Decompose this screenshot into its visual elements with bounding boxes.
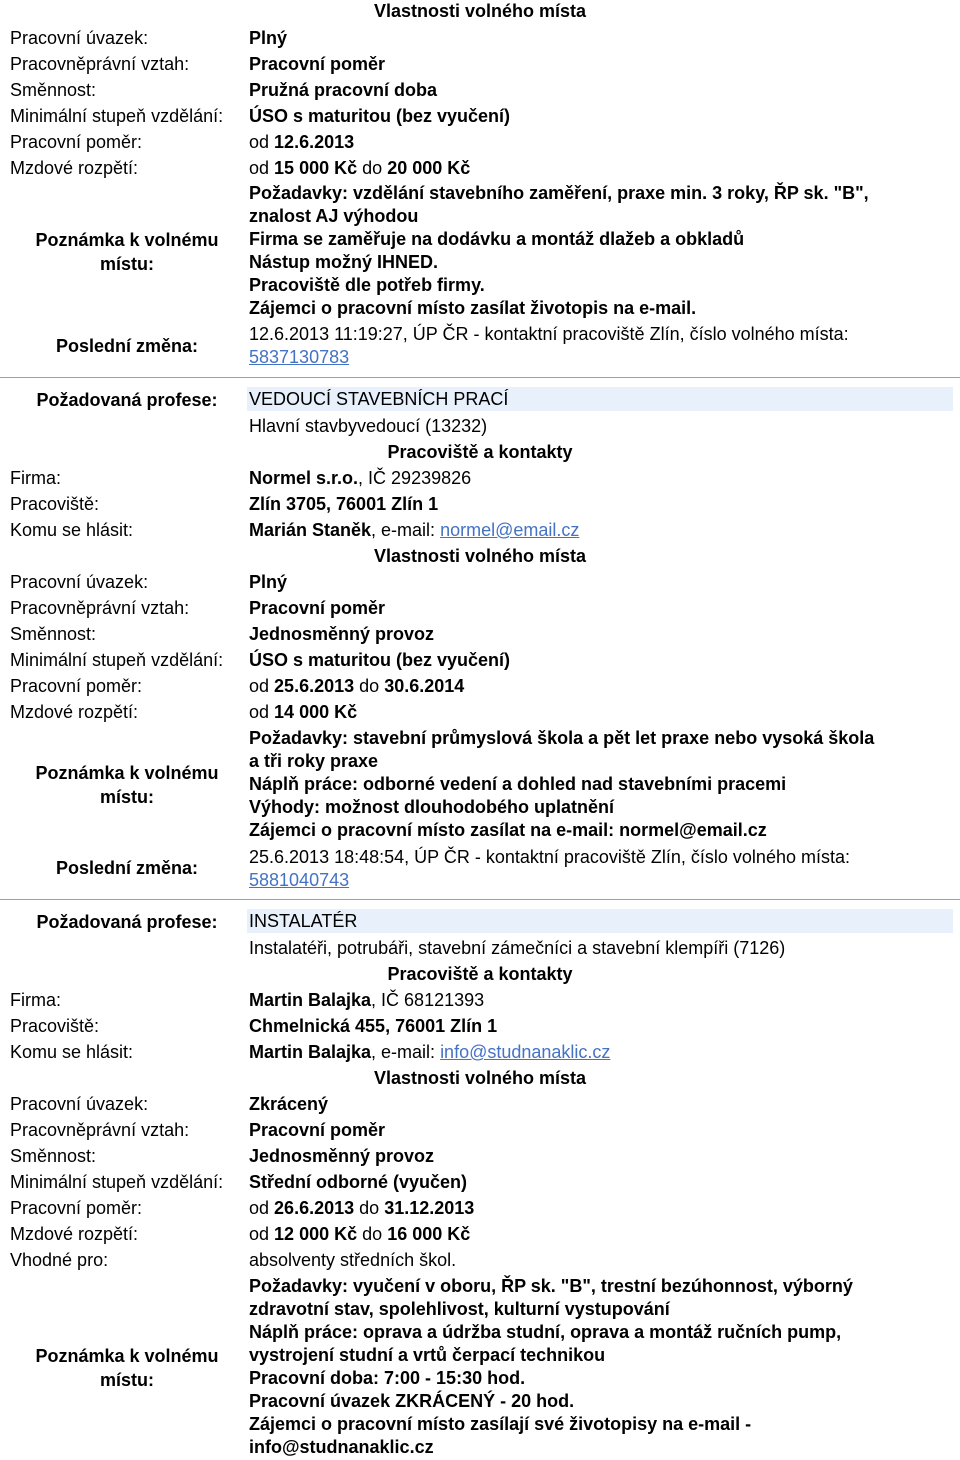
label-firma: Firma: — [10, 468, 61, 488]
label-vhodne: Vhodné pro: — [10, 1250, 109, 1270]
zmena-text: 25.6.2013 18:48:54, ÚP ČR - kontaktní pracoviště Zlín, číslo volného místa: — [249, 847, 850, 867]
mzda-od: od — [249, 158, 270, 178]
note-line: Firma se zaměřuje na dodávku a montáž dlažeb a obkladů — [249, 229, 745, 249]
note-line: znalost AJ výhodou — [249, 206, 419, 226]
komu-email-label: , e-mail: — [371, 1042, 441, 1062]
note-line: Pracoviště dle potřeb firmy. — [249, 275, 485, 295]
note-line: a tři roky praxe — [249, 751, 379, 771]
section-heading-kontakty: Pracoviště a kontakty — [387, 964, 573, 984]
label-uvazek: Pracovní úvazek: — [10, 572, 149, 592]
label-vztah: Pracovněprávní vztah: — [10, 598, 190, 618]
value-smennost: Jednosměnný provoz — [249, 1146, 435, 1166]
cislo-link[interactable]: 5837130783 — [249, 347, 350, 367]
value-komu — [249, 519, 579, 541]
label-pracoviste: Pracoviště: — [10, 494, 100, 514]
mzda-do: do — [362, 1224, 383, 1244]
mzda-max: 16 000 Kč — [387, 1224, 471, 1244]
pomer-end: 31.12.2013 — [384, 1198, 475, 1218]
label-zmena: Poslední změna: — [55, 336, 199, 356]
komu-email-label: , e-mail: — [371, 520, 441, 540]
label-komu: Komu se hlásit: — [10, 1042, 134, 1062]
note-last: Zájemci o pracovní místo zasílat na e-mail: — [249, 820, 620, 840]
section-heading-vlastnosti: Vlastnosti volného místa — [373, 546, 587, 566]
note-line: Náplň práce: oprava a údržba studní, oprava a montáž ručních pump, — [249, 1322, 842, 1342]
firma-name: Martin Balajka — [249, 990, 372, 1010]
value-vztah: Pracovní poměr — [249, 54, 386, 74]
label-mzda: Mzdové rozpětí: — [10, 702, 139, 722]
profese-title: INSTALATÉR — [249, 911, 358, 931]
value-pomer — [249, 675, 464, 697]
value-komu — [249, 1041, 610, 1063]
note-line: Požadavky: vyučení v oboru, ŘP sk. "B", trestní bezúhonnost, výborný — [249, 1276, 853, 1296]
label-firma: Firma: — [10, 990, 61, 1010]
note-line: Zájemci o pracovní místo zasílají své životopisy na e-mail - — [249, 1414, 752, 1434]
value-vhodne: absolventy středních škol. — [249, 1250, 457, 1270]
komu-email-link[interactable]: info@studnanaklic.cz — [440, 1042, 611, 1062]
value-firma — [249, 989, 484, 1011]
value-firma — [249, 467, 471, 489]
value-pomer — [249, 131, 354, 153]
note-line: Výhody: možnost dlouhodobého uplatnění — [249, 797, 614, 817]
label-vztah: Pracovněprávní vztah: — [10, 1120, 190, 1140]
value-uvazek: Plný — [249, 572, 288, 592]
zmena-text: 12.6.2013 11:19:27, ÚP ČR - kontaktní pracoviště Zlín, číslo volného místa: — [249, 324, 849, 344]
mzda-min: 15 000 Kč — [274, 158, 358, 178]
pomer-od: od — [249, 132, 270, 152]
label-pracoviste: Pracoviště: — [10, 1016, 100, 1036]
label-profese: Požadovaná profese: — [36, 912, 218, 932]
label-poznamka — [18, 228, 236, 276]
value-mzda — [249, 157, 470, 179]
label-smennost: Směnnost: — [10, 624, 97, 644]
listing-separator — [0, 899, 960, 900]
section-heading-vlastnosti: Vlastnosti volného místa — [373, 1068, 587, 1088]
label-mzda: Mzdové rozpětí: — [10, 1224, 139, 1244]
value-vztah: Pracovní poměr — [249, 598, 386, 618]
label-uvazek: Pracovní úvazek: — [10, 1094, 149, 1114]
value-pracoviste: Zlín 3705, 76001 Zlín 1 — [249, 494, 439, 514]
section-heading-kontakty: Pracoviště a kontakty — [387, 442, 573, 462]
note-line: zdravotní stav, spolehlivost, kulturní vystupování — [249, 1299, 670, 1319]
mzda-do: do — [362, 158, 383, 178]
label-vztah: Pracovněprávní vztah: — [10, 54, 190, 74]
label-smennost: Směnnost: — [10, 80, 97, 100]
profese-subtitle: Hlavní stavbyvedoucí (13232) — [249, 416, 488, 436]
komu-name: Martin Balajka — [249, 1042, 372, 1062]
note-line: Zájemci o pracovní místo zasílat životopis na e-mail. — [249, 298, 697, 318]
label-vzdelani: Minimální stupeň vzdělání: — [10, 106, 224, 126]
note-line: Požadavky: stavební průmyslová škola a pět let praxe nebo vysoká škola — [249, 728, 875, 748]
mzda-max: 20 000 Kč — [387, 158, 471, 178]
value-pracoviste: Chmelnická 455, 76001 Zlín 1 — [249, 1016, 498, 1036]
pomer-start: 26.6.2013 — [274, 1198, 355, 1218]
pomer-end: 30.6.2014 — [384, 676, 465, 696]
label-poznamka-line1: Poznámka k volnému — [35, 230, 219, 250]
firma-ic: , IČ 29239826 — [358, 468, 472, 488]
label-poznamka-line1: Poznámka k volnému — [35, 1346, 219, 1366]
value-vzdelani: ÚSO s maturitou (bez vyučení) — [249, 650, 511, 670]
pomer-od: od — [249, 676, 270, 696]
label-pomer: Pracovní poměr: — [10, 1198, 143, 1218]
pomer-date: 12.6.2013 — [274, 132, 355, 152]
note-line: info@studnanaklic.cz — [249, 1437, 434, 1457]
note-line: Náplň práce: odborné vedení a dohled nad stavebními pracemi — [249, 774, 787, 794]
profese-subtitle: Instalatéři, potrubáři, stavební zámečníci a stavební klempíři (7126) — [249, 938, 786, 958]
label-poznamka-line1: Poznámka k volnému — [35, 763, 219, 783]
value-smennost: Jednosměnný provoz — [249, 624, 435, 644]
note-line: Nástup možný IHNED. — [249, 252, 439, 272]
value-vzdelani: Střední odborné (vyučen) — [249, 1172, 468, 1192]
label-pomer: Pracovní poměr: — [10, 676, 143, 696]
label-pomer: Pracovní poměr: — [10, 132, 143, 152]
mzda-od: od — [249, 702, 270, 722]
mzda-od: od — [249, 1224, 270, 1244]
note-line: vystrojení studní a vrtů čerpací technikou — [249, 1345, 606, 1365]
pomer-do: do — [359, 1198, 380, 1218]
value-mzda — [249, 1223, 470, 1245]
label-poznamka — [18, 761, 236, 809]
label-poznamka — [18, 1344, 236, 1392]
label-zmena: Poslední změna: — [55, 858, 199, 878]
note-email: normel@email.cz — [619, 820, 767, 840]
value-uvazek: Plný — [249, 28, 288, 48]
listing-separator — [0, 377, 960, 378]
firma-name: Normel s.r.o. — [249, 468, 359, 488]
note-line: Pracovní úvazek ZKRÁCENÝ - 20 hod. — [249, 1391, 575, 1411]
value-smennost: Pružná pracovní doba — [249, 80, 438, 100]
pomer-do: do — [359, 676, 380, 696]
value-mzda — [249, 701, 357, 723]
label-vzdelani: Minimální stupeň vzdělání: — [10, 650, 224, 670]
komu-email-link[interactable]: normel@email.cz — [440, 520, 580, 540]
value-vzdelani: ÚSO s maturitou (bez vyučení) — [249, 106, 511, 126]
profese-title: VEDOUCÍ STAVEBNÍCH PRACÍ — [249, 389, 509, 409]
label-profese: Požadovaná profese: — [36, 390, 218, 410]
label-poznamka-line2: místu: — [100, 254, 154, 274]
cislo-link[interactable]: 5881040743 — [249, 870, 350, 890]
pomer-od: od — [249, 1198, 270, 1218]
label-smennost: Směnnost: — [10, 1146, 97, 1166]
note-line: Pracovní doba: 7:00 - 15:30 hod. — [249, 1368, 526, 1388]
pomer-start: 25.6.2013 — [274, 676, 355, 696]
mzda-min: 12 000 Kč — [274, 1224, 358, 1244]
label-komu: Komu se hlásit: — [10, 520, 134, 540]
mzda-min: 14 000 Kč — [274, 702, 358, 722]
label-poznamka-line2: místu: — [100, 1370, 154, 1390]
label-mzda: Mzdové rozpětí: — [10, 158, 139, 178]
section-heading-vlastnosti: Vlastnosti volného místa — [373, 1, 587, 21]
komu-name: Marián Staněk — [249, 520, 372, 540]
firma-ic: , IČ 68121393 — [371, 990, 485, 1010]
value-pomer — [249, 1197, 474, 1219]
label-vzdelani: Minimální stupeň vzdělání: — [10, 1172, 224, 1192]
label-uvazek: Pracovní úvazek: — [10, 28, 149, 48]
value-vztah: Pracovní poměr — [249, 1120, 386, 1140]
label-poznamka-line2: místu: — [100, 787, 154, 807]
note-line: Požadavky: vzdělání stavebního zaměření, praxe min. 3 roky, ŘP sk. "B", — [249, 183, 869, 203]
value-uvazek: Zkrácený — [249, 1094, 329, 1114]
note-line — [249, 819, 767, 841]
